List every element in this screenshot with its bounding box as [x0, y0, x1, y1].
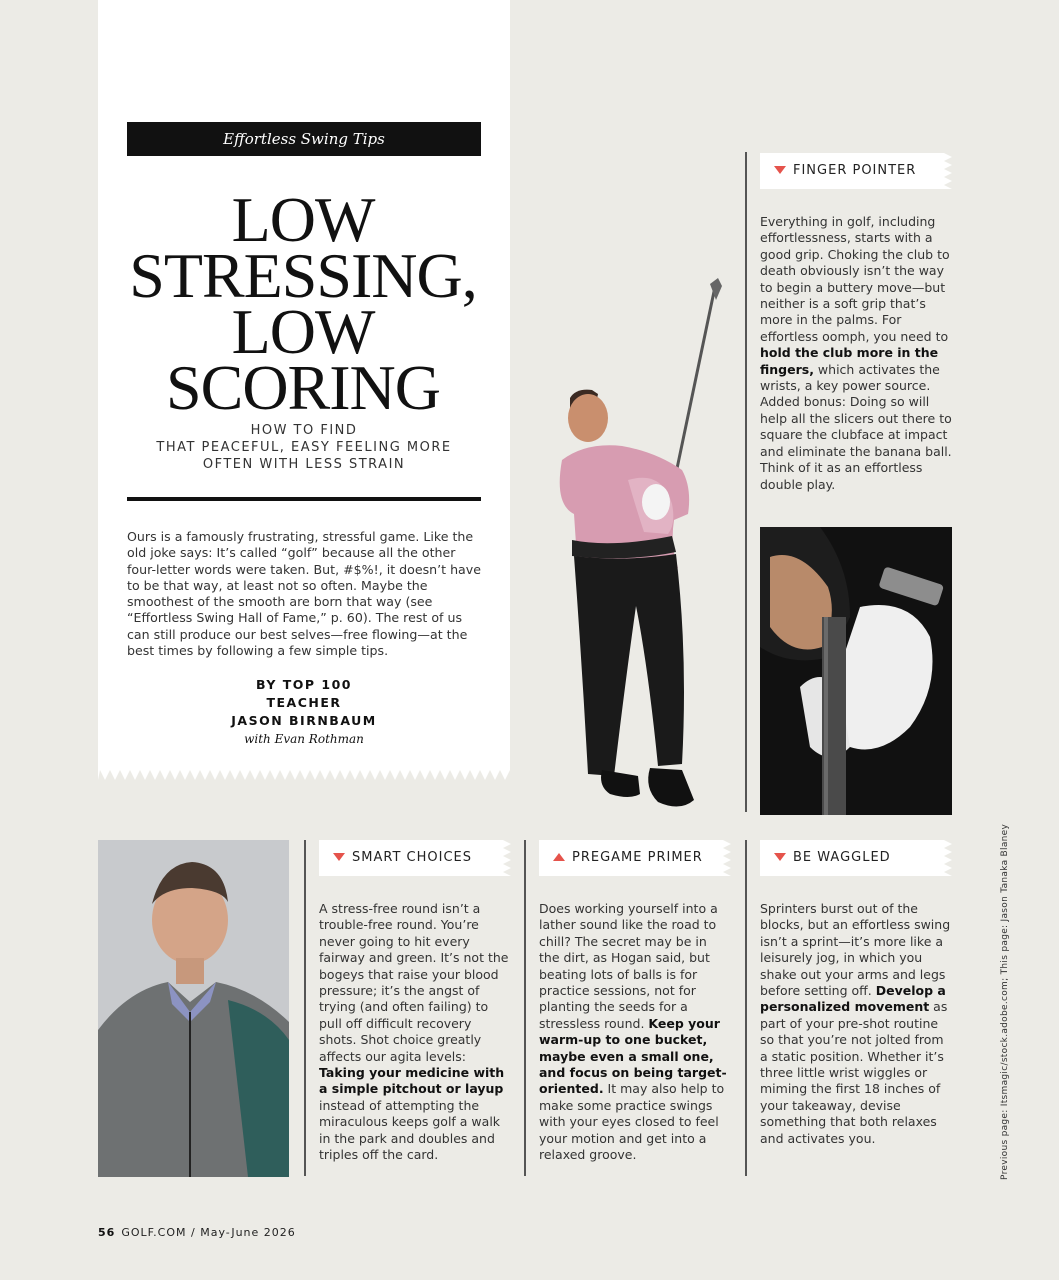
- intro-paragraph: Ours is a famously frustrating, stressful game. Like the old joke says: It’s called “golf” because all the other four-letter words were taken. But, #$%!, it doesn’t have to be that way, at least not so often. Maybe the smoothest of the smooth are born that way (see “Effortless Swing Hall of Fame,” p. 60). The rest of us can still produce our best selves—free flowing—at the best times by following a few simple tips.: [127, 529, 481, 659]
- tip-text: Everything in golf, including effortlessness, starts with a good grip. Choking the club to death obviously isn’t the way to begin a buttery move—but neither is a soft grip that’s more in the palms. For effortless oomph, you need to: [760, 214, 950, 344]
- tip-title: SMART CHOICES: [352, 850, 472, 865]
- author-headshot-photo: [98, 840, 289, 1177]
- tab-zigzag-edge: [503, 840, 511, 876]
- column-rule: [524, 840, 526, 1176]
- tip-text-bold: Taking your medicine with a simple pitchout or layup: [319, 1065, 505, 1097]
- tip-tab-smart-choices: [319, 840, 503, 876]
- headline-line: LOW: [231, 184, 375, 255]
- tip-text-bold: Develop a personalized movement: [760, 983, 946, 1015]
- tip-text: as part of your pre-shot routine so that you’re not jolted from a static position. Whether it’s three little wrist wiggles or miming the first 18 inches of your takeaway, devise something that both relaxes and activates you.: [760, 999, 948, 1146]
- dek-line: HOW TO FIND: [250, 423, 358, 438]
- grip-photo: [760, 527, 952, 815]
- tip-text-be-waggled: [760, 901, 952, 1147]
- triangle-down-icon: [333, 853, 345, 861]
- triangle-up-icon: [553, 853, 565, 861]
- column-rule: [745, 840, 747, 1176]
- tip-text-pregame-primer: [539, 901, 731, 1164]
- byline-line: JASON BIRNBAUM: [231, 713, 377, 728]
- dek-line: THAT PEACEFUL, EASY FEELING MORE: [156, 440, 452, 455]
- tip-text: It may also help to make some practice swings with your eyes closed to feel your motion and get into a relaxed groove.: [539, 1081, 725, 1163]
- tip-title: FINGER POINTER: [793, 163, 917, 178]
- folio: [98, 1226, 296, 1239]
- headline-line: SCORING: [166, 352, 440, 423]
- triangle-down-icon: [774, 166, 786, 174]
- page-number: 56: [98, 1226, 116, 1239]
- tip-text: Does working yourself into a lather sound like the road to chill? The secret may be in the dirt, as Hogan said, but beating lots of balls is for practice sessions, not for planting the seeds for a stressless round.: [539, 901, 718, 1031]
- tip-text: instead of attempting the miraculous keeps golf a walk in the park and doubles and triples off the card.: [319, 1097, 501, 1163]
- tip-text-smart-choices: [319, 901, 511, 1164]
- dek: [127, 422, 481, 473]
- headline-line: STRESSING,: [129, 240, 477, 311]
- tip-title: PREGAME PRIMER: [572, 850, 703, 865]
- divider-rule: [127, 497, 481, 501]
- headline: [108, 184, 498, 423]
- tab-zigzag-edge: [723, 840, 731, 876]
- tip-text-finger-pointer: [760, 214, 952, 493]
- headline-line: LOW: [231, 296, 375, 367]
- tip-tab-finger-pointer: [760, 153, 944, 189]
- tip-text: A stress-free round isn’t a trouble-free round. You’re never going to hit every fairway and green. It’s not the bogeys that raise your blood pressure; it’s the angst of trying (and often failing) to pull off difficult recovery shots. Shot choice greatly affects our agita levels:: [319, 901, 509, 1064]
- folio-text: GOLF.COM / May-June 2026: [121, 1226, 296, 1239]
- kicker: Effortless Swing Tips: [127, 122, 481, 156]
- tab-zigzag-edge: [944, 153, 952, 189]
- dek-line: OFTEN WITH LESS STRAIN: [202, 457, 406, 472]
- tip-text-bold: Keep your warm-up to one bucket, maybe even a small one, and focus on being target-oriented.: [539, 1015, 727, 1097]
- tip-text: Sprinters burst out of the blocks, but an effortless swing isn’t a sprint—it’s more like a leisurely jog, in which you shake out your arms and legs before setting off.: [760, 901, 951, 999]
- column-rule: [304, 840, 306, 1176]
- zigzag-edge: [98, 770, 510, 782]
- tip-tab-pregame-primer: [539, 840, 723, 876]
- byline-line: TEACHER: [266, 695, 342, 710]
- byline: [127, 676, 481, 730]
- tip-text-bold: hold the club more in the fingers,: [760, 345, 939, 377]
- byline-line: BY TOP 100: [255, 677, 352, 692]
- tip-tab-be-waggled: [760, 840, 944, 876]
- triangle-down-icon: [774, 853, 786, 861]
- photo-credit: Previous page: Itsmagic/stock.adobe.com; This page: Jason Tanaka Blaney: [1000, 823, 1010, 1180]
- tip-title: BE WAGGLED: [793, 850, 891, 865]
- co-author: with Evan Rothman: [244, 732, 364, 746]
- golfer-swing-photo: [530, 270, 740, 820]
- column-rule: [745, 152, 747, 812]
- tip-text: which activates the wrists, a key power source. Added bonus: Doing so will help all the slicers out there to square the clubface at impact and eliminate the banana ball. Think of it as an effortless double play.: [760, 361, 952, 492]
- tab-zigzag-edge: [944, 840, 952, 876]
